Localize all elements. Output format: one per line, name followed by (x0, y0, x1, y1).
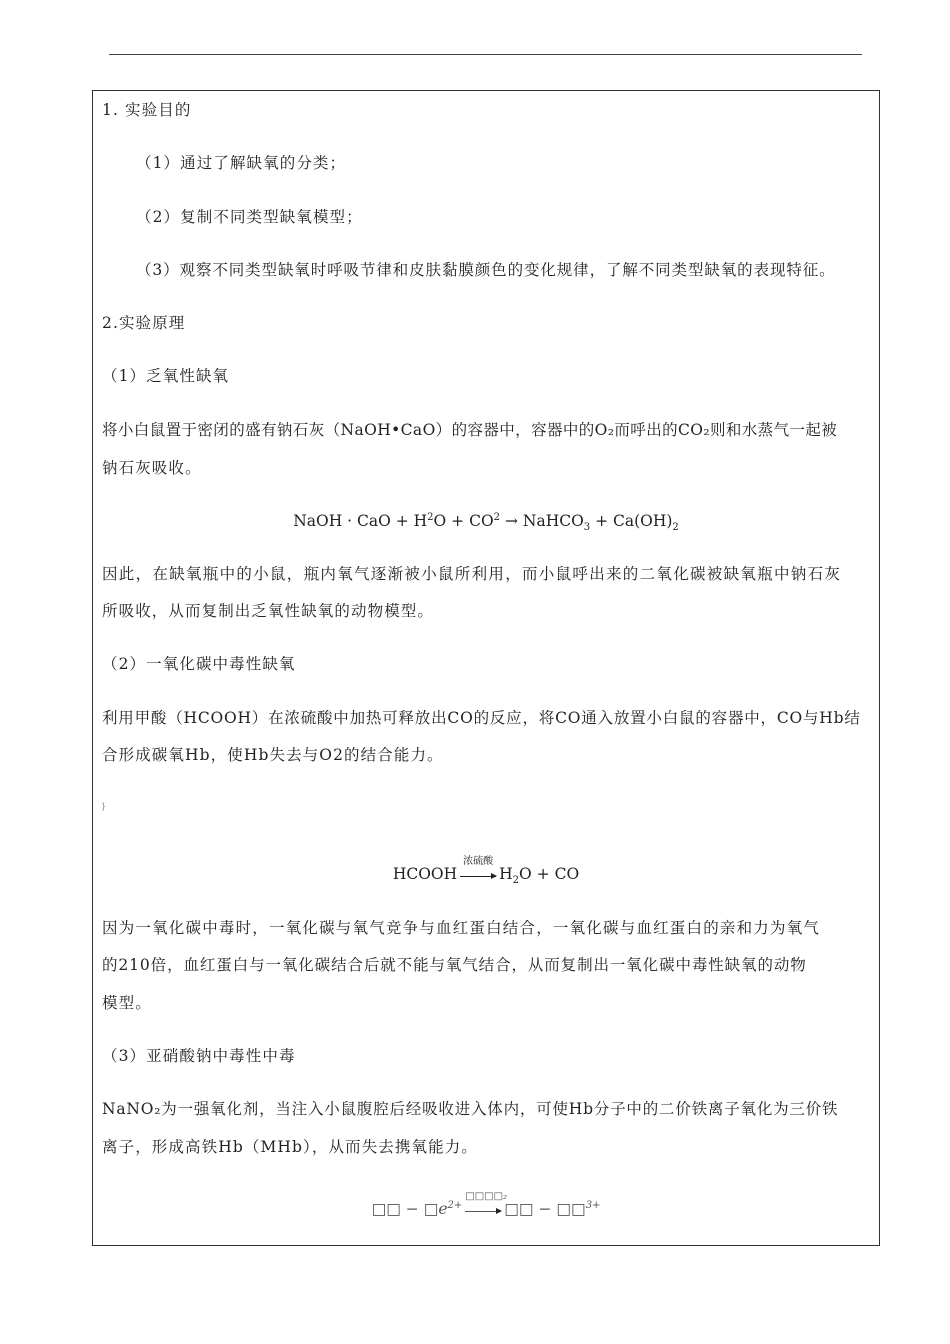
hypoxic-hypoxia-text-1: 将小白鼠置于密闭的盛有钠石灰（NaOH•CaO）的容器中，容器中的O₂而呼出的CO₂则和水蒸气一起被 (102, 421, 838, 439)
soda-lime-equation: NaOH · CaO + $H^2O + CO^2$ → NaHCO$_3$ + $Ca(OH)_2$ (293, 511, 679, 534)
reaction-arrow: 浓硫酸 (460, 864, 496, 886)
reaction-arrow-2: □□□□₂ (465, 1199, 501, 1221)
stray-mark: } (101, 802, 107, 811)
co-poisoning-after-1: 因为一氧化碳中毒时，一氧化碳与氧气竞争与血红蛋白结合，一氧化碳与血红蛋白的亲和力为氧气 (102, 919, 821, 937)
hypoxic-hypoxia-title: （1）乏氧性缺氧 (102, 367, 230, 385)
hypoxic-hypoxia-after-1: 因此，在缺氧瓶中的小鼠，瓶内氧气逐渐被小鼠所利用，而小鼠呼出来的二氧化碳被缺氧瓶中钠石灰 (102, 565, 842, 583)
section-2-heading: 2.实验原理 (102, 314, 186, 332)
co-poisoning-text-2: 合形成碳氧Hb，使Hb失去与O2的结合能力。 (102, 746, 444, 764)
co-poisoning-after-3: 模型。 (102, 994, 152, 1012)
formic-acid-equation: HCOOH 浓硫酸 $H_2O$ + CO (392, 856, 580, 887)
hypoxic-hypoxia-text-2: 钠石灰吸收。 (102, 459, 202, 477)
nitrite-poisoning-text-1: NaNO₂为一强氧化剂，当注入小鼠腹腔后经吸收进入体内，可使Hb分子中的二价铁离子氧化为三价铁 (102, 1100, 839, 1118)
objective-item-1: （1）通过了解缺氧的分类； (136, 154, 347, 172)
objective-item-3: （3）观察不同类型缺氧时呼吸节律和皮肤黏膜颜色的变化规律，了解不同类型缺氧的表现特征。 (136, 261, 836, 279)
co-poisoning-text-1: 利用甲酸（HCOOH）在浓硫酸中加热可释放出CO的反应，将CO通入放置小白鼠的容器中，CO与Hb结 (102, 709, 861, 727)
nitrite-equation: □□ − $□e^{2+}$ □□□□₂ □□ − □□$^{3+}$ (92, 1198, 880, 1221)
header-rule (109, 54, 862, 55)
nitrite-poisoning-title: （3）亚硝酸钠中毒性中毒 (102, 1047, 296, 1065)
hypoxic-hypoxia-after-2: 所吸收，从而复制出乏氧性缺氧的动物模型。 (102, 602, 435, 620)
co-poisoning-title: （2）一氧化碳中毒性缺氧 (102, 655, 296, 673)
section-1-heading: 1. 实验目的 (102, 101, 192, 119)
objective-item-2: （2）复制不同类型缺氧模型； (136, 208, 363, 226)
co-poisoning-after-2: 的210倍，血红蛋白与一氧化碳结合后就不能与氧气结合，从而复制出一氧化碳中毒性缺氧的动物 (102, 956, 807, 974)
nitrite-poisoning-text-2: 离子，形成高铁Hb（MHb），从而失去携氧能力。 (102, 1138, 478, 1156)
